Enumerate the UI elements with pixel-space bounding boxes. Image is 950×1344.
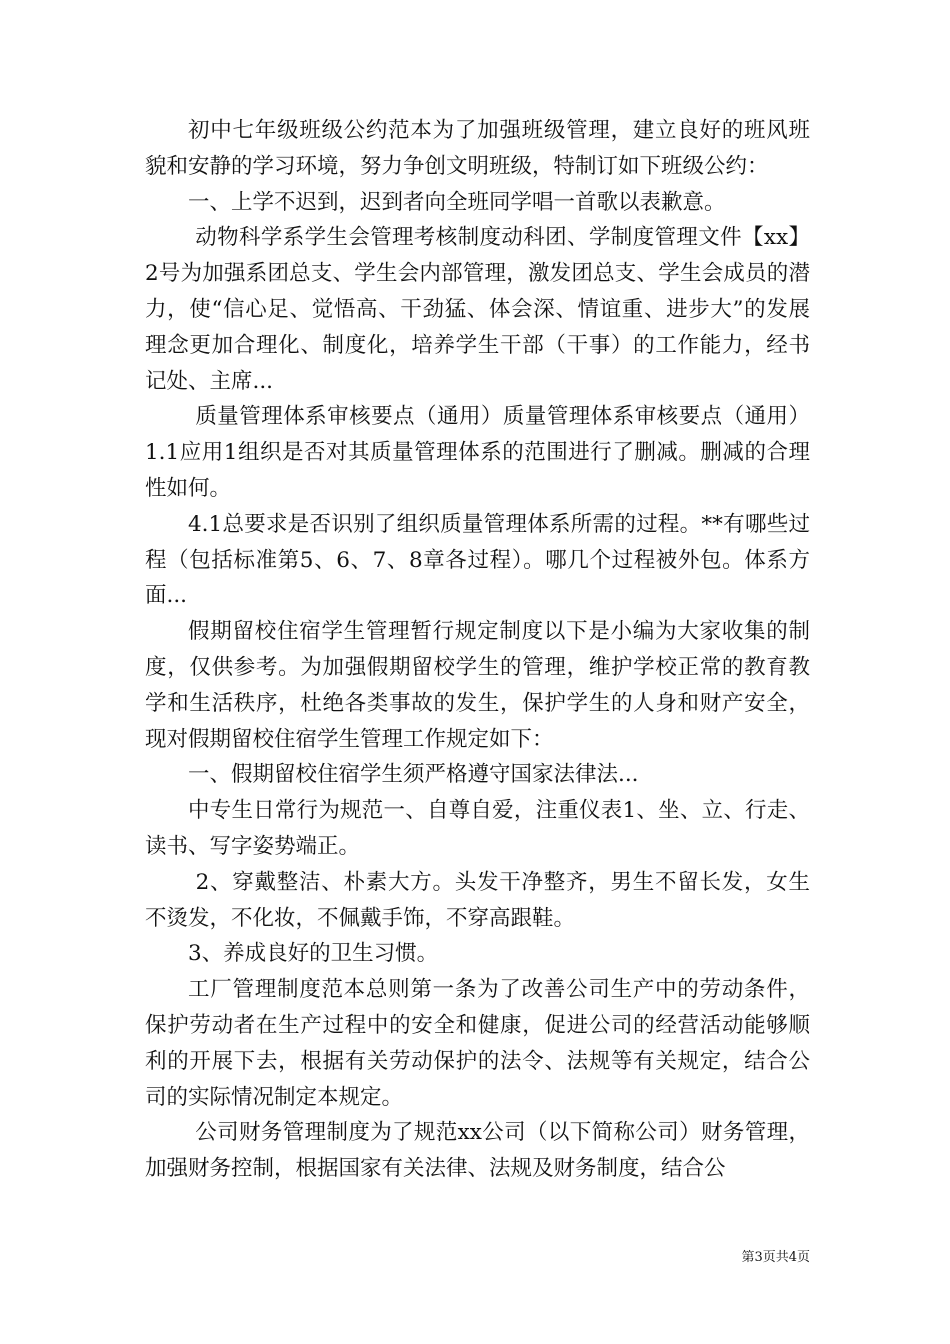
document-body	[145, 113, 810, 1187]
page-number: 第3页共4页	[741, 1250, 810, 1265]
paragraph-quality-audit-points: 质量管理体系审核要点（通用）质量管理体系审核要点（通用）1.1应用1组织是否对其质量管理体系的范围进行了删减。删减的合理性如何。	[145, 404, 810, 501]
paragraph-finance-rules: 公司财务管理制度为了规范xx公司（以下简称公司）财务管理，加强财务控制，根据国家有关法律、法规及财务制度，结合公	[145, 1120, 810, 1182]
paragraph-student-union-rules: 动物科学系学生会管理考核制度动科团、学制度管理文件【xx】2号为加强系团总支、学生会内部管理，激发团总支、学生会成员的潜力，使“信心足、觉悟高、干劲猛、体会深、情谊重、进步大”的发展理念更加合理化、制度化，培养学生干部（干事）的工作能力，经书记处、主席...	[145, 225, 810, 394]
paragraph-class-convention: 初中七年级班级公约范本为了加强班级管理，建立良好的班风班貌和安静的学习环境，努力争创文明班级，特制订如下班级公约：	[145, 118, 810, 179]
paragraph-student-conduct: 中专生日常行为规范一、自尊自爱，注重仪表1、坐、立、行走、读书、写字姿势端正。	[145, 798, 810, 859]
paragraph-holiday-dorm-rules: 假期留校住宿学生管理暂行规定制度以下是小编为大家收集的制度，仅供参考。为加强假期留校学生的管理，维护学校正常的教育教学和生活秩序，杜绝各类事故的发生，保护学生的人身和财产安全，现对假期留校住宿学生管理工作规定如下：	[145, 619, 810, 752]
paragraph-general-requirements: 4.1总要求是否识别了组织质量管理体系所需的过程。**有哪些过程（包括标准第5、6、7、8章各过程）。哪几个过程被外包。体系方面...	[145, 511, 810, 609]
page-footer	[0, 1250, 950, 1266]
paragraph-obey-law: 一、假期留校住宿学生须严格遵守国家法律法...	[188, 762, 639, 788]
paragraph-hygiene: 3、养成良好的卫生习惯。	[188, 941, 439, 967]
paragraph-factory-rules: 工厂管理制度范本总则第一条为了改善公司生产中的劳动条件，保护劳动者在生产过程中的安全和健康，促进公司的经营活动能够顺利的开展下去，根据有关劳动保护的法令、法规等有关规定，结合公司的实际情况制定本规定。	[145, 977, 810, 1110]
paragraph-dress-code: 2、穿戴整洁、朴素大方。头发干净整齐，男生不留长发，女生不烫发，不化妆，不佩戴手饰，不穿高跟鞋。	[145, 869, 810, 931]
paragraph-rule-no-late: 一、上学不迟到，迟到者向全班同学唱一首歌以表歉意。	[188, 189, 726, 215]
